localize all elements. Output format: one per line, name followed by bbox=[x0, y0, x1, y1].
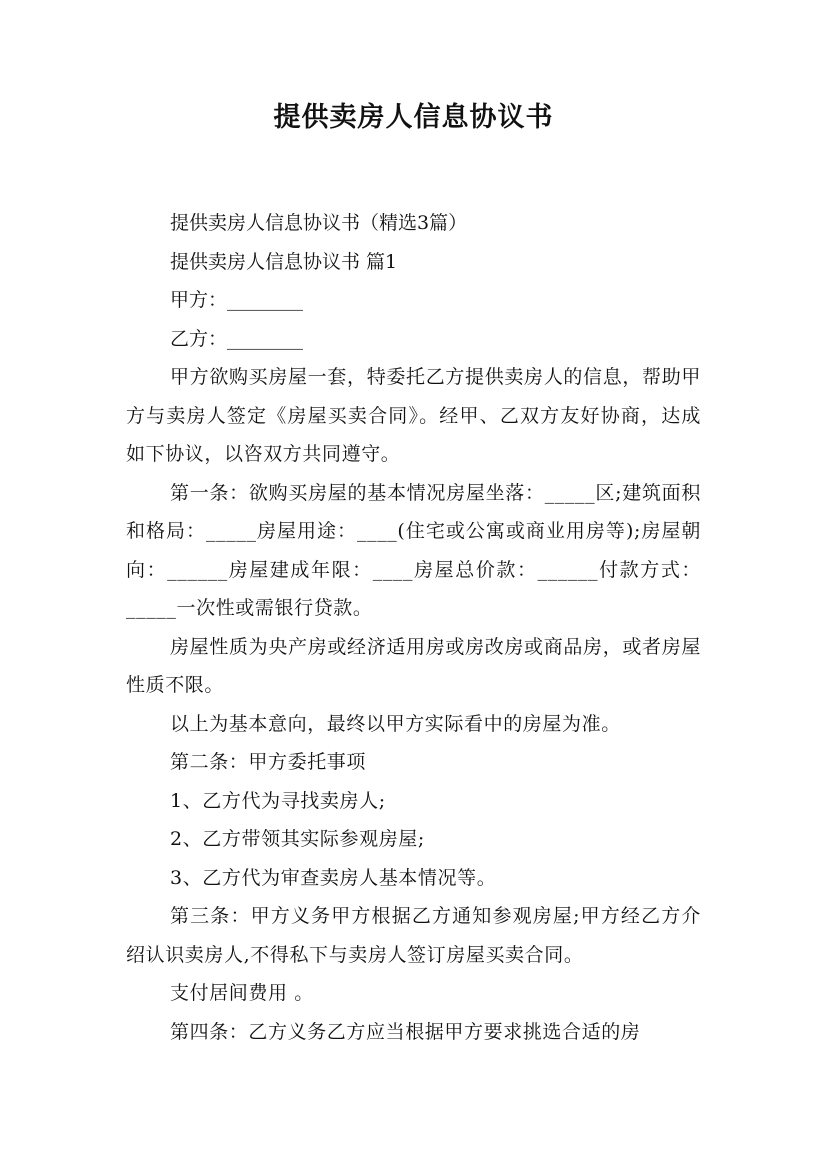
paragraph-article-2: 第二条：甲方委托事项 bbox=[170, 751, 367, 773]
part-heading: 提供卖房人信息协议书 篇1 bbox=[170, 250, 398, 273]
list-item-2: 2、乙方带领其实际参观房屋; bbox=[170, 828, 425, 850]
party-b-line: 乙方：________ bbox=[170, 327, 304, 350]
paragraph-basic-intent: 以上为基本意向，最终以甲方实际看中的房屋为准。 bbox=[170, 712, 621, 735]
party-a-line: 甲方：________ bbox=[170, 289, 304, 311]
paragraph-house-nature: 房屋性质为央产房或经济适用房或房改房或商品房，或者房屋性质不限。 bbox=[126, 635, 701, 696]
paragraph-article-4: 第四条：乙方义务乙方应当根据甲方要求挑选合适的房 bbox=[170, 1020, 641, 1043]
paragraph-article-1: 第一条：欲购买房屋的基本情况房屋坐落：_____区;建筑面积和格局：_____房屋用途：____(住宅或公寓或商业用房等);房屋朝向：______房屋建成年限：____房屋总价款：______付款方式：_____一次性或需银行贷款。 bbox=[126, 481, 701, 619]
list-item-1: 1、乙方代为寻找卖房人; bbox=[170, 789, 386, 812]
document-subtitle: 提供卖房人信息协议书（精选3篇） bbox=[170, 212, 468, 234]
list-item-3: 3、乙方代为审查卖房人基本情况等。 bbox=[170, 866, 497, 889]
paragraph-fee: 支付居间费用 。 bbox=[170, 982, 314, 1004]
document-title: 提供卖房人信息协议书 bbox=[273, 102, 554, 133]
paragraph-article-3: 第三条：甲方义务甲方根据乙方通知参观房屋;甲方经乙方介绍认识卖房人,不得私下与卖房人签订房屋买卖合同。 bbox=[126, 905, 701, 966]
paragraph-intro: 甲方欲购买房屋一套，特委托乙方提供卖房人的信息，帮助甲方与卖房人签定《房屋买卖合同》。经甲、乙双方友好协商，达成如下协议，以咨双方共同遵守。 bbox=[126, 366, 701, 465]
